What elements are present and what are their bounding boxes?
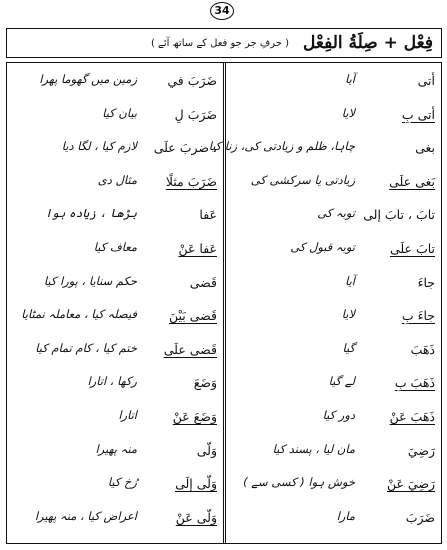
table-row	[7, 302, 223, 332]
arabic-verb: بغى	[415, 140, 435, 156]
urdu-meaning: چاہا، ظلم و زیادتی کی، زنا کیا	[208, 139, 355, 154]
urdu-meaning: زیادتی یا سرکشی کی	[250, 172, 355, 187]
arabic-verb: رَضِيَ عَنْ	[386, 476, 435, 492]
arabic-verb: تابَ علَى	[389, 241, 435, 256]
urdu-meaning: اتارا	[118, 408, 137, 422]
urdu-meaning: منہ پھیرا	[95, 441, 137, 456]
urdu-meaning: حکم سنایا ، پورا کیا	[43, 273, 137, 288]
urdu-meaning: زمین میں گھوما پھرا	[39, 72, 137, 86]
arabic-verb: ضَرَبَ مثلًا	[165, 173, 217, 189]
urdu-meaning: گیا	[342, 340, 355, 355]
arabic-verb: ، ضربَ علَى	[153, 140, 217, 156]
table-row	[7, 67, 223, 97]
table-row	[7, 201, 223, 231]
urdu-meaning: مارا	[336, 508, 355, 523]
table-row	[225, 504, 441, 534]
arabic-verb: وَلّى إلَى	[175, 476, 217, 492]
urdu-meaning: رکھا ، اتارا	[87, 374, 137, 389]
arabic-verb: بَغى علَى	[389, 173, 435, 189]
arabic-verb: وَلّى عَنْ	[175, 509, 217, 525]
urdu-meaning: بڑھا ، زیادہ ہوا	[45, 206, 137, 221]
table-row	[7, 101, 223, 131]
table-row	[225, 403, 441, 433]
urdu-meaning: معاف کیا	[93, 240, 137, 254]
page-subtitle: ( حرفِ جر جو فعل کے ساتھ آئے )	[150, 37, 290, 49]
urdu-meaning: مثال دی	[97, 172, 137, 187]
table-row	[7, 437, 223, 467]
urdu-meaning: اعراض کیا ، منہ پھیرا	[34, 508, 137, 523]
arabic-verb: جاءَ بِ	[401, 308, 435, 324]
arabic-verb: ضَرَبَ في	[167, 73, 217, 88]
table-row	[208, 134, 441, 164]
table-row	[225, 269, 441, 299]
left-column	[7, 63, 223, 543]
table-row	[7, 336, 223, 366]
table-row	[7, 504, 223, 534]
urdu-meaning: رُخ کیا	[107, 475, 137, 490]
urdu-meaning: توبہ قبول کی	[290, 240, 355, 254]
urdu-meaning: فیصلہ کیا ، معاملہ نمٹایا	[21, 307, 137, 322]
arabic-verb: قَضى علَى	[163, 341, 217, 357]
arabic-verb: وَضَعَ	[193, 375, 217, 391]
table-row	[7, 403, 223, 433]
table-row	[7, 134, 223, 164]
vocabulary-table	[6, 62, 442, 544]
arabic-verb: وَلّى	[196, 442, 217, 458]
urdu-meaning: لایا	[341, 105, 355, 120]
urdu-meaning: لازم کیا ، لگا دیا	[61, 139, 137, 154]
page-number: 34	[210, 2, 234, 20]
urdu-meaning: آیا	[345, 72, 355, 86]
title-bar	[6, 28, 442, 58]
urdu-meaning: لے گیا	[328, 374, 355, 389]
table-row	[225, 437, 441, 467]
arabic-verb: ذَهَبَ عَنْ	[389, 409, 435, 424]
table-row	[225, 67, 441, 97]
arabic-verb: أتى بِ	[401, 106, 435, 122]
arabic-verb: وَضَعَ عَنْ	[172, 409, 217, 424]
table-row	[225, 336, 441, 366]
arabic-verb: ذَهَبَ	[410, 341, 435, 357]
arabic-verb: جاءَ	[417, 274, 435, 290]
urdu-meaning: لایا	[341, 307, 355, 322]
urdu-meaning: دور کیا	[322, 408, 355, 422]
column-divider	[223, 63, 224, 543]
urdu-meaning: توبہ کی	[317, 206, 355, 221]
page-title: فِعْل + صِلَةُ الفِعْل	[303, 33, 433, 53]
table-row	[225, 470, 441, 500]
table-row	[7, 470, 223, 500]
arabic-verb: عَفا	[199, 207, 217, 223]
table-row	[7, 235, 223, 265]
table-row	[225, 168, 441, 198]
table-row	[225, 302, 441, 332]
arabic-verb: ضَرَبَ	[405, 509, 435, 525]
table-row	[225, 201, 441, 231]
arabic-verb: أتى	[417, 73, 435, 88]
arabic-verb: ذَهَبَ بِ	[394, 375, 435, 391]
table-row	[225, 101, 441, 131]
arabic-verb: رَضِيَ	[407, 442, 435, 458]
table-row	[7, 369, 223, 399]
urdu-meaning: ختم کیا ، کام تمام کیا	[35, 340, 137, 355]
arabic-verb: تابَ ، تابَ إلى	[363, 207, 435, 223]
table-row	[7, 168, 223, 198]
arabic-verb: ضَرَبَ لِ	[174, 106, 217, 122]
table-row	[225, 369, 441, 399]
arabic-verb: عَفا عَنْ	[178, 241, 217, 256]
urdu-meaning: خوش ہوا ( کسی سے )	[243, 475, 355, 490]
urdu-meaning: بیان کیا	[102, 105, 137, 120]
urdu-meaning: مان لیا ، پسند کیا	[272, 441, 355, 456]
arabic-verb: قَضى بَيْنَ	[169, 308, 217, 324]
urdu-meaning: آیا	[345, 273, 355, 288]
table-row	[225, 235, 441, 265]
arabic-verb: قَضى	[189, 274, 217, 290]
table-row	[7, 269, 223, 299]
